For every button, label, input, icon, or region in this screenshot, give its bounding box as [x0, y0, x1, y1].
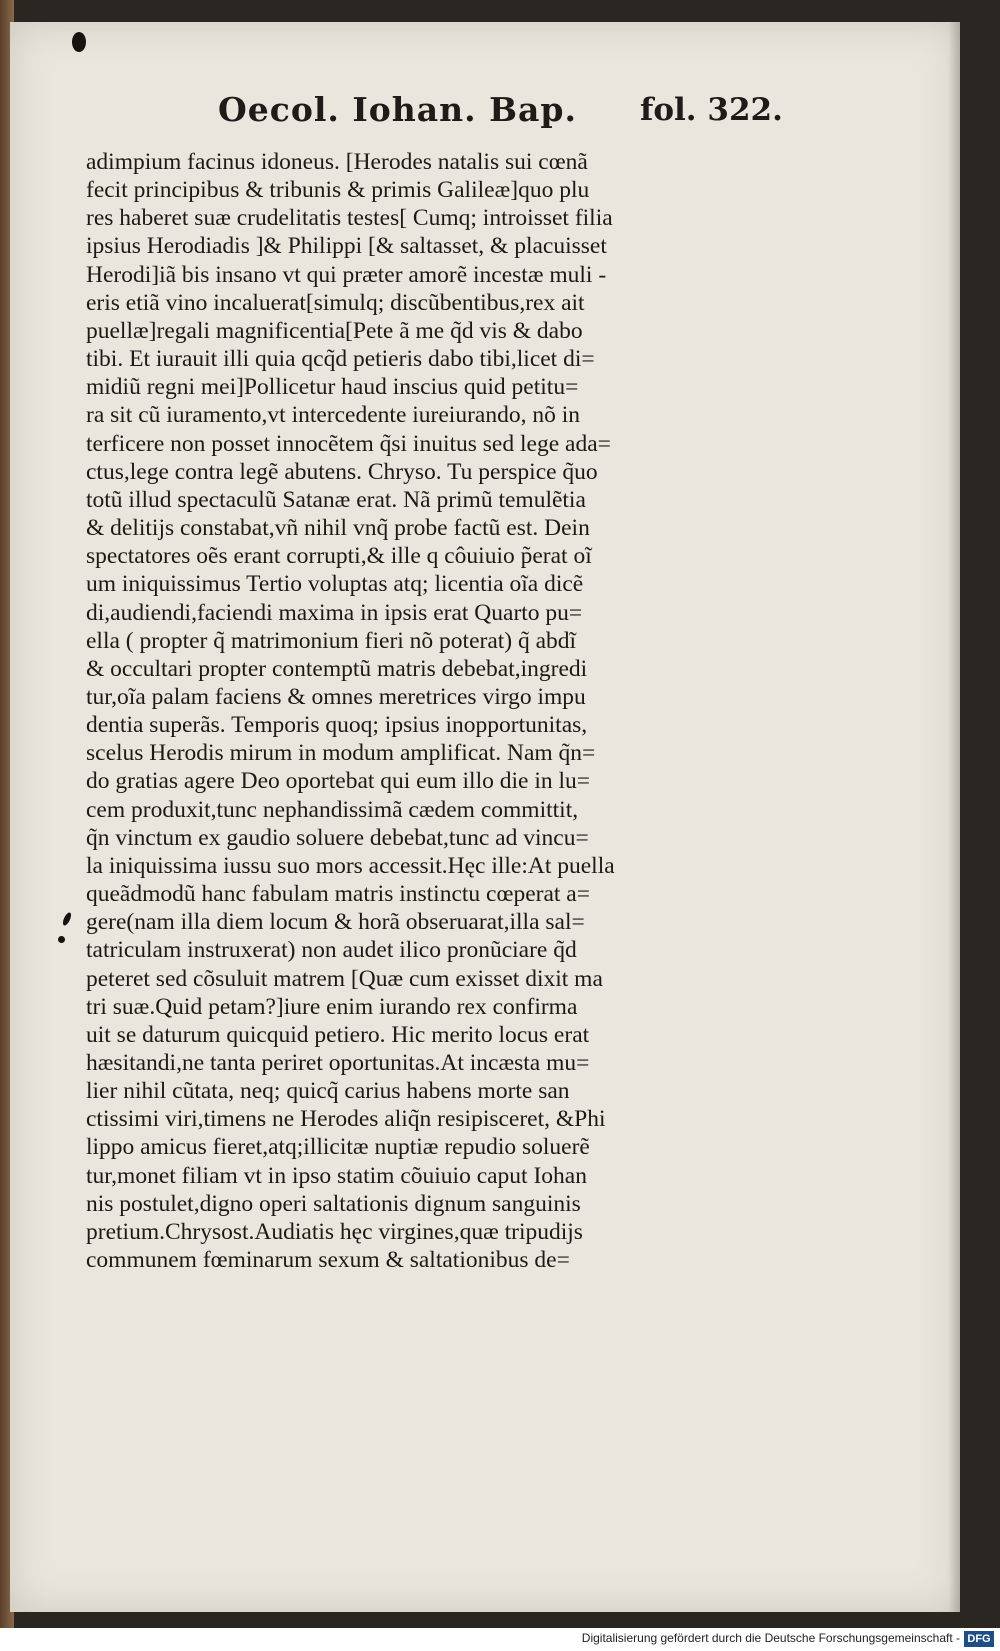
text-line: tur,oĩa palam faciens & omnes meretrices virgo impu: [86, 683, 586, 710]
text-line: um iniquissimus Tertio voluptas atq; licentia oĩa dicẽ: [86, 571, 584, 598]
text-line: ctus,lege contra legẽ abutens. Chryso. Tu perspice q̃uo: [86, 458, 598, 485]
text-line: do gratias agere Deo oportebat qui eum illo die in lu=: [86, 768, 590, 795]
text-line: di,audiendi,faciendi maxima in ipsis erat Quarto pu=: [86, 599, 583, 626]
text-line: peteret sed cõsuluit matrem [Quæ cum exisset dixit ma: [86, 965, 603, 992]
text-line: nis postulet,digno operi saltationis dignum sanguinis: [86, 1190, 581, 1217]
text-line: gere(nam illa diem locum & horã obseruarat,illa sal=: [86, 909, 585, 936]
text-line: tur,monet filiam vt in ipso statim cõuiuio caput Iohan: [86, 1162, 587, 1189]
digitization-footer: [0, 1628, 1000, 1651]
text-line: spectatores oẽs erant corrupti,& ille q côuiuio p̃erat oĩ: [86, 543, 592, 570]
text-line: q̃n vinctum ex gaudio soluere debebat,tunc ad vincu=: [86, 824, 589, 851]
text-line: midiũ regni mei]Pollicetur haud inscius quid petitu=: [86, 374, 579, 401]
text-line: ipsius Herodiadis ]& Philippi [& saltasset, & placuisset: [86, 233, 607, 260]
text-line: terficere non posset innocẽtem q̃si inuitus sed lege ada=: [86, 430, 611, 457]
body-text: [86, 148, 766, 1274]
text-line: scelus Herodis mirum in modum amplificat. Nam q̃n=: [86, 740, 596, 767]
funding-credit: Digitalisierung gefördert durch die Deutsche Forschungsgemeinschaft -: [581, 1631, 960, 1645]
text-line: pretium.Chrysost.Audiatis hęc virgines,quæ tripudijs: [86, 1218, 583, 1245]
text-line: fecit principibus & tribunis & primis Galileæ]quo plu: [86, 177, 590, 204]
text-line: cem produxit,tunc nephandissimã cædem committit,: [86, 796, 579, 823]
text-line: tibi. Et iurauit illi quia qcq̃d petieris dabo tibi,licet di=: [86, 346, 595, 373]
text-line: tri suæ.Quid petam?]iure enim iurando rex confirma: [86, 993, 578, 1020]
text-line: tatriculam instruxerat) non audet ilico pronũciare q̃d: [86, 937, 577, 964]
text-line: queãdmodũ hanc fabulam matris instinctu cœperat a=: [86, 881, 590, 908]
text-line: ctissimi viri,timens ne Herodes aliq̃n resipisceret, &Phi: [86, 1106, 606, 1133]
text-line: eris etiã vino incaluerat[simulq; discũbentibus,rex ait: [86, 289, 585, 316]
text-line: lier nihil cũtata, neq; quicq̃ carius habens morte san: [86, 1078, 570, 1105]
text-line: hæsitandi,ne tanta periret oportunitas.At incæsta mu=: [86, 1050, 590, 1076]
text-line: adimpium facinus idoneus. [Herodes natalis sui cœnã: [86, 149, 588, 175]
text-line: dentia superãs. Temporis quoq; ipsius inopportunitas,: [86, 712, 588, 739]
text-line: res haberet suæ crudelitatis testes[ Cumq; introisset filia: [86, 205, 613, 232]
dfg-logo: DFG: [964, 1631, 994, 1647]
text-line: lippo amicus fieret,atq;illicitæ nuptiæ repudio soluerẽ: [86, 1134, 590, 1161]
text-line: ra sit cũ iuramento,vt intercedente iureiurando, nõ in: [86, 402, 580, 429]
ink-blot-mark: [72, 32, 86, 52]
text-line: communem fœminarum sexum & saltationibus de=: [86, 1247, 570, 1274]
text-line: uit se daturum quicquid petiero. Hic merito locus erat: [86, 1021, 590, 1048]
text-line: Herodi]iã bis insano vt qui præter amorẽ incestæ muli -: [86, 261, 607, 288]
text-line: totũ illud spectaculũ Satanæ erat. Nã primũ temulẽtia: [86, 486, 586, 513]
ink-blot-mark: [58, 936, 65, 943]
text-line: & occultari propter contemptũ matris debebat,ingredi: [86, 655, 588, 682]
running-title: Oecol. Iohan. Bap.: [218, 90, 577, 129]
text-line: puellæ]regali magnificentia[Pete ã me q̃d vis & dabo: [86, 317, 583, 344]
page-gutter-shadow: [948, 22, 960, 1612]
text-line: ella ( propter q̃ matrimonium fieri nõ poterat) q̃ abdĩ: [86, 627, 577, 654]
text-line: la iniquissima iussu suo mors accessit.Hęc ille:At puella: [86, 852, 615, 879]
text-line: & delitijs constabat,vñ nihil vnq̃ probe factũ est. Dein: [86, 515, 590, 542]
folio-number: fol. 322.: [640, 92, 783, 128]
